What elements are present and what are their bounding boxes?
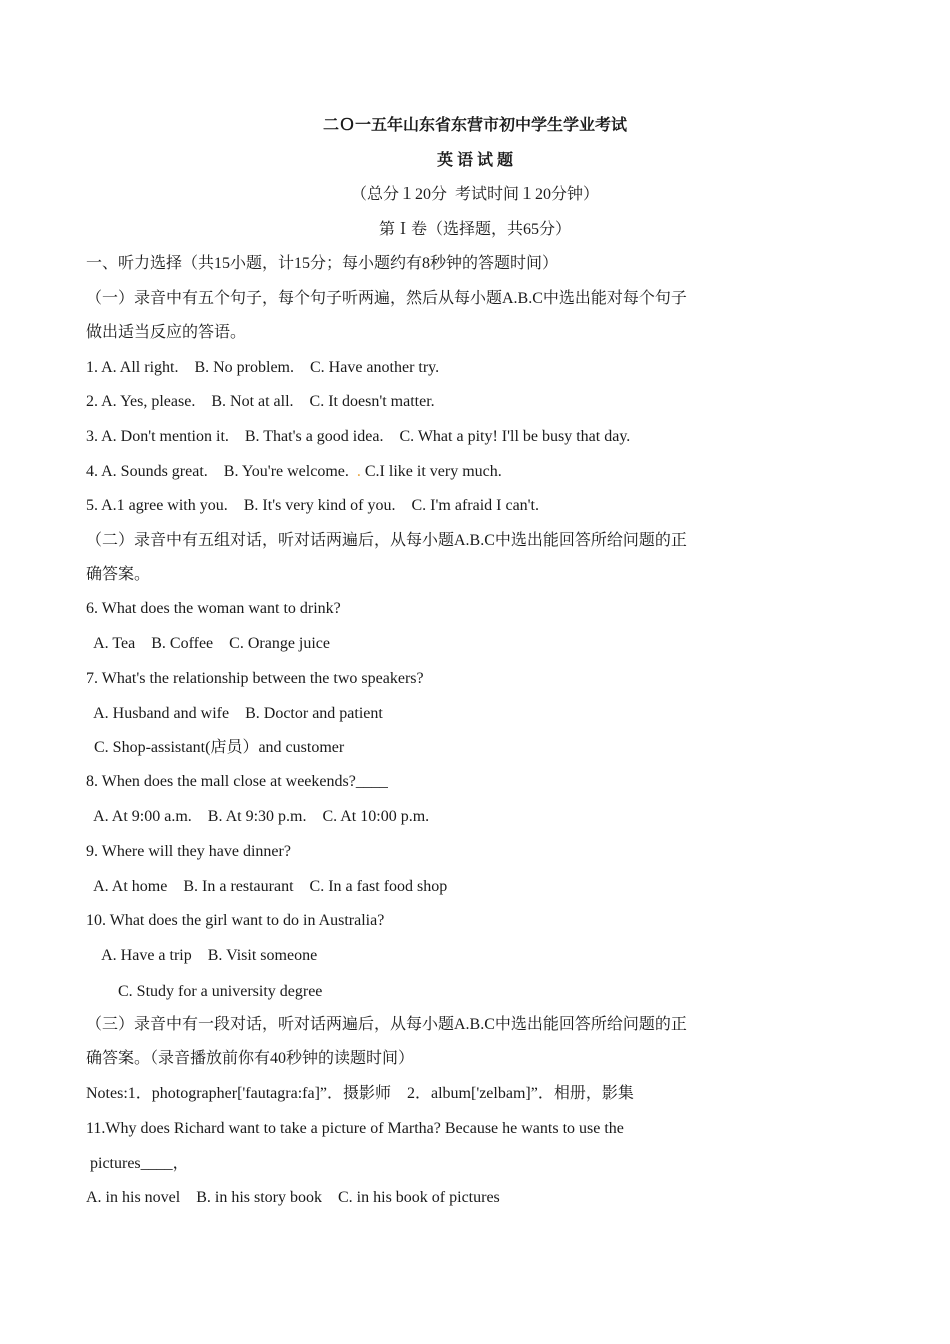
exam-subtitle: 英 语 试 题 [436,152,513,169]
section-heading: 一、听力选择（共15小题，计15分；每小题约有8秒钟的答题时间） [86,255,559,272]
question-7-options: A. Husband and wife B. Doctor and patient [86,705,383,722]
question-9-options: A. At home B. In a restaurant C. In a fast food shop [86,878,448,895]
part2-intro: （二）录音中有五组对话，听对话两遍后，从每小题A.B.C中选出能回答所给问题的正 [86,532,687,549]
question-4-ab: 4. A. Sounds great. B. You're welcome. [86,463,357,480]
exam-title: 二Ｏ一五年山东省东营市初中学生学业考试 [322,117,627,134]
question-2: 2. A. Yes, please. B. Not at all. C. It doesn't matter. [86,393,435,410]
part3-intro-cont: 确答案。（录音播放前你有40秒钟的读题时间） [86,1050,415,1067]
question-4 [86,462,502,482]
question-4-c: C.I like it very much. [360,463,502,480]
question-11: 11.Why does Richard want to take a picture of Martha? Because he wants to use the [86,1120,624,1137]
question-11-options: A. in his novel B. in his story book C. in his book of pictures [86,1189,500,1206]
question-7: 7. What's the relationship between the two speakers? [86,670,424,687]
question-7-options-cont: C. Shop-assistant(店员）and customer [86,739,345,756]
question-11-cont: pictures____， [86,1155,189,1172]
question-6: 6. What does the woman want to drink? [86,600,341,617]
part2-intro-cont: 确答案。 [86,566,151,583]
question-10-options: A. Have a trip B. Visit someone [86,947,318,964]
question-1: 1. A. All right. B. No problem. C. Have another try. [86,359,440,376]
vocabulary-notes: Notes:1．photographer['fautagra:fa]”．摄影师 2．album['zelbam]”．相册，影集 [86,1085,634,1102]
volume-heading: 第Ｉ卷（选择题，共65分） [378,221,571,238]
question-10-options-cont: C. Study for a university degree [86,983,323,1000]
part1-intro: （一）录音中有五个句子，每个句子听两遍，然后从每小题A.B.C中选出能对每个句子 [86,290,687,307]
stray-dot-mark: . [356,463,361,480]
question-6-options: A. Tea B. Coffee C. Orange juice [86,635,331,652]
question-8-options: A. At 9:00 a.m. B. At 9:30 p.m. C. At 10:00 p.m. [86,808,430,825]
question-3: 3. A. Don't mention it. B. That's a good idea. C. What a pity! I'll be busy that day. [86,428,631,445]
part3-intro: （三）录音中有一段对话，听对话两遍后，从每小题A.B.C中选出能回答所给问题的正 [86,1016,687,1033]
part1-intro-cont: 做出适当反应的答语。 [86,324,247,341]
question-10: 10. What does the girl want to do in Australia? [86,912,385,929]
question-5: 5. A.1 agree with you. B. It's very kind of you. C. I'm afraid I can't. [86,497,539,514]
score-time-note: （总分１20分 考试时间１20分钟） [350,186,599,203]
question-8: 8. When does the mall close at weekends?____ [86,773,388,790]
question-9: 9. Where will they have dinner? [86,843,291,860]
